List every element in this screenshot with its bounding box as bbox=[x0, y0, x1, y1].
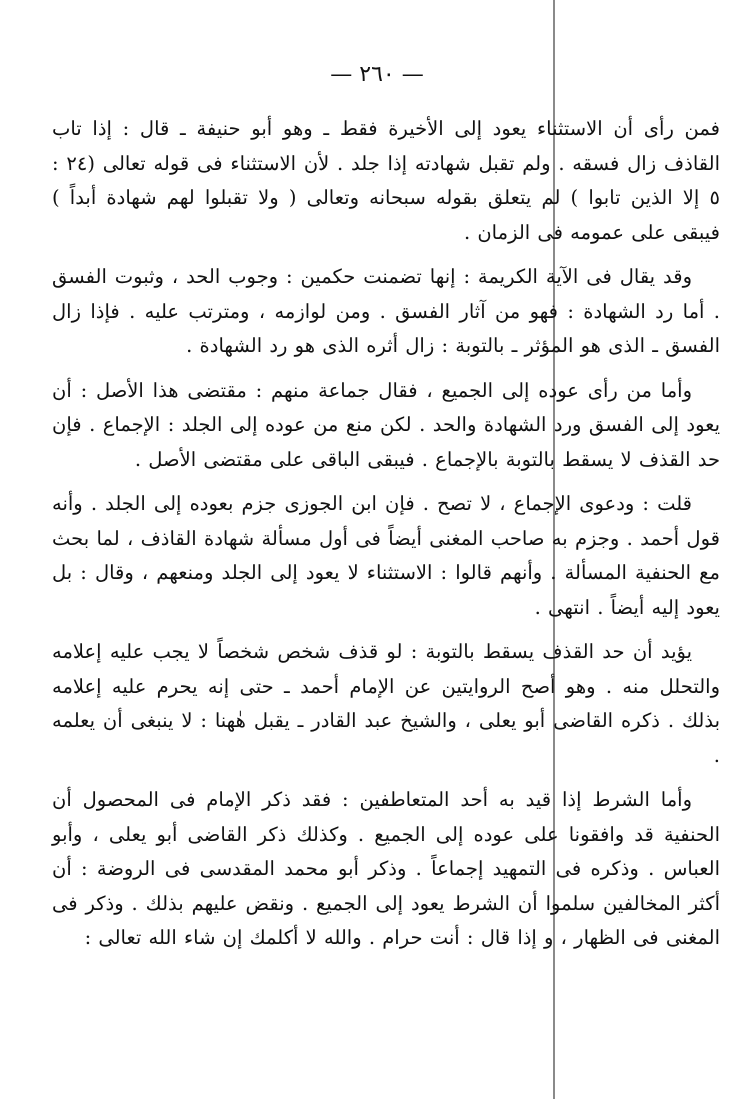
paragraph-4: قلت : ودعوى الإجماع ، لا تصح . فإن ابن الجوزى جزم بعوده إلى الجلد . وأنه قول أحمد . وجزم به صاحب المغنى أيضاً فى أول مسألة شهادة القاذف ، لما بحث مع الحنفية المسألة . وأنهم قالوا : الاستثناء لا يعود إلى الجلد ومنعهم ، وقال : بل يعود إليه أيضاً . انتهى . bbox=[52, 492, 720, 619]
page-number: — ٢٦٠ — bbox=[330, 62, 424, 87]
paragraph-6: وأما الشرط إذا قيد به أحد المتعاطفين : فقد ذكر الإمام فى المحصول أن الحنفية قد وافقونا على عوده إلى الجميع . وكذلك ذكر القاضى أبو يعلى ، وأبو العباس . وذكره فى التمهيد إجماعاً . وذكر أبو محمد المقدسى فى الروضة : أن أكثر المخالفين سلموا أن الشرط يعود إلى الجميع . ونقض عليهم بذلك . وذكر فى المغنى فى الظهار ، و إذا قال : أنت حرام . والله لا أكلمك إن شاء الله تعالى : bbox=[52, 788, 720, 949]
paragraph-1: فمن رأى أن الاستثناء يعود إلى الأخيرة فقط ـ وهو أبو حنيفة ـ قال : إذا تاب القاذف زال فسقه . ولم تقبل شهادته إذا جلد . لأن الاستثناء فى قوله تعالى (٢٤ : ٥ إلا الذين تابوا ) لم يتعلق بقوله سبحانه وتعالى ( ولا تقبلوا لهم شهادة أبداً ) فيبقى على عمومه فى الزمان . bbox=[52, 117, 720, 244]
paragraph-3: وأما من رأى عوده إلى الجميع ، فقال جماعة منهم : مقتضى هذا الأصل : أن يعود إلى الفسق ورد الشهادة والحد . لكن منع من عوده إلى الجلد : الإجماع . فإن حد القذف لا يسقط بالتوبة بالإجماع . فيبقى الباقى على مقتضى الأصل . bbox=[52, 378, 720, 471]
paragraph-5: يؤيد أن حد القذف يسقط بالتوبة : لو قذف شخص شخصاً لا يجب عليه إعلامه والتحلل منه . وهو أصح الروايتين عن الإمام أحمد ـ حتى إنه يحرم عليه إعلامه بذلك . ذكره القاضى أبو يعلى ، والشيخ عبد القادر ـ يقبل هٰهنا : لا ينبغى أن يعلمه . bbox=[52, 640, 720, 767]
body-text bbox=[52, 112, 720, 966]
paragraph-2: وقد يقال فى الآية الكريمة : إنها تضمنت حكمين : وجوب الحد ، وثبوت الفسق . أما رد الشهادة : فهو من آثار الفسق . ومن لوازمه ، ومترتب عليه . فإذا زال الفسق ـ الذى هو المؤثر ـ بالتوبة : زال أثره الذى هو رد الشهادة . bbox=[52, 265, 720, 357]
